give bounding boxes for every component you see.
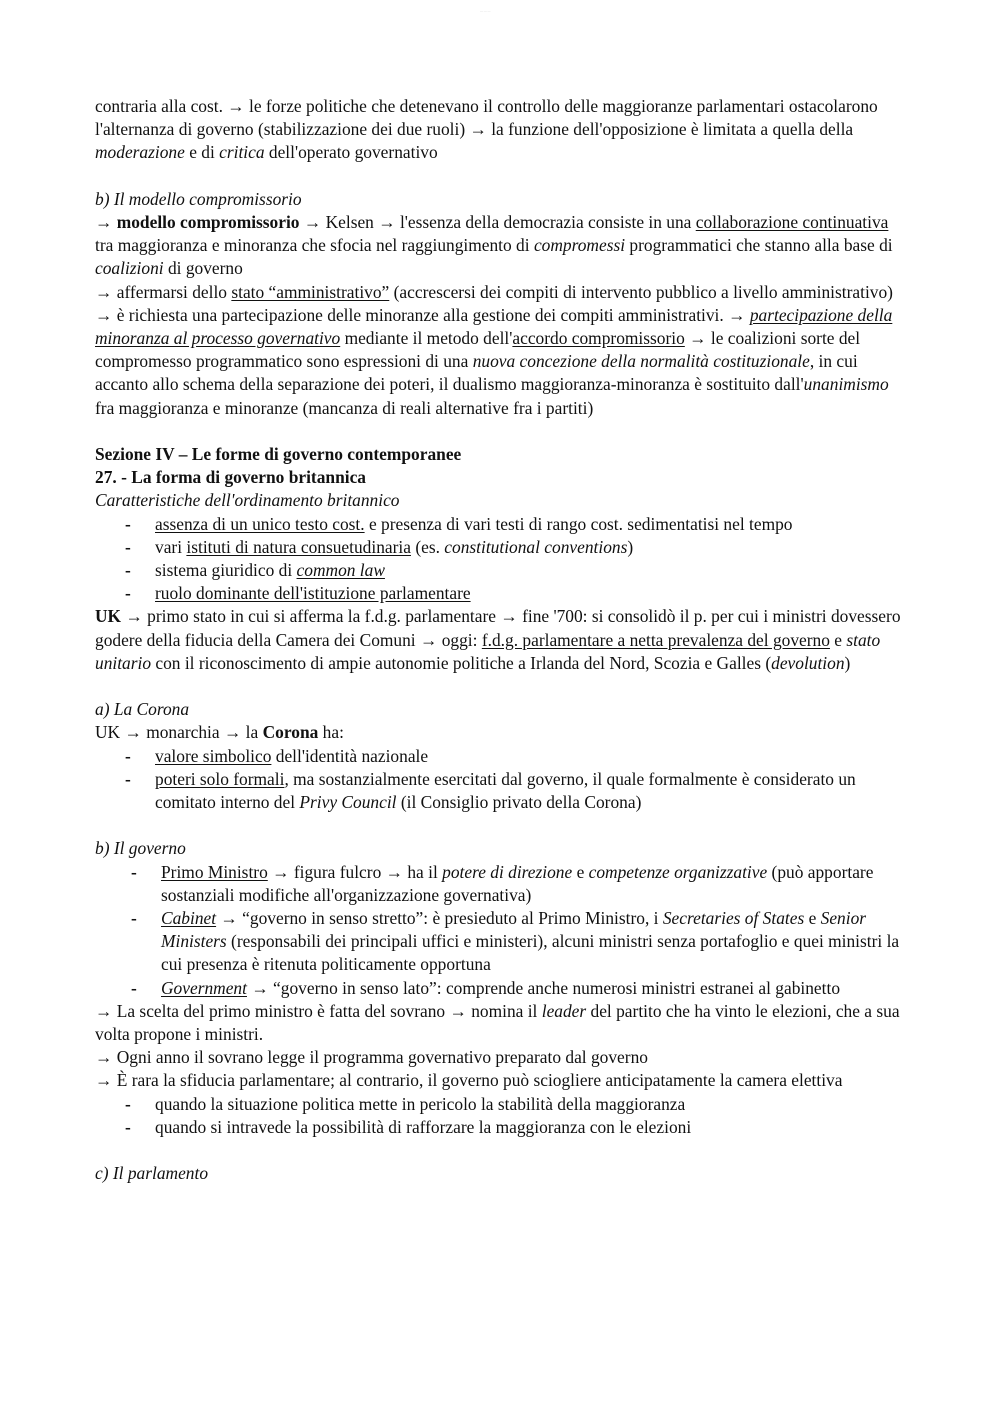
- spacer: [95, 420, 910, 443]
- underlined-term: Primo Ministro: [161, 861, 268, 882]
- spacer: [95, 814, 910, 837]
- paragraph-uk: [95, 605, 910, 675]
- list-item: [95, 977, 910, 1000]
- text: → primo stato in cui si afferma la f.d.g. parlamentare → fine '700: si consolidò il p. per cui i ministri dovessero godere della fiducia della Camera dei Comuni → oggi:: [95, 606, 901, 650]
- text: , in cui accanto allo schema della separazione dei poteri, il dualismo maggioranza-minoranza è sostituito dall': [95, 351, 858, 395]
- italic-term: Secretaries of States: [662, 908, 805, 929]
- text: →: [95, 212, 117, 232]
- italic-term: Privy Council: [299, 792, 397, 813]
- text: → “governo in senso lato”: comprende anche numerosi ministri estranei al gabinetto: [246, 977, 841, 998]
- bold-term: UK: [95, 606, 122, 627]
- underlined-term: valore simbolico: [155, 745, 272, 766]
- scioglimento-list: [95, 1093, 910, 1139]
- text: → affermarsi dello: [95, 281, 232, 302]
- italic-term: unanimismo: [803, 374, 889, 395]
- italic-term: stato unitario: [95, 629, 881, 673]
- text: vari: [155, 536, 187, 557]
- governo-list: [95, 861, 910, 1000]
- underlined-italic-term: partecipazione della minoranza al processo governativo: [95, 304, 893, 349]
- paragraph-opposizione: [95, 95, 910, 165]
- text: ): [844, 652, 851, 673]
- text: quando si intravede la possibilità di rafforzare la maggioranza con le elezioni: [155, 1116, 692, 1137]
- dash-bullet: -: [131, 908, 137, 929]
- text: e: [804, 908, 821, 929]
- chapter-title: 27. - La forma di governo britannica: [95, 467, 366, 488]
- subheading-corona: a) La Corona: [95, 699, 190, 720]
- section-title: Sezione IV – Le forme di governo contemporanee: [95, 444, 462, 465]
- italic-moderazione: moderazione: [95, 142, 185, 163]
- text: fra maggioranza e minoranze (mancanza di reali alternative fra i partiti): [95, 397, 594, 418]
- bold-term: Corona: [262, 722, 319, 743]
- text: (es.: [410, 536, 445, 557]
- dash-bullet: -: [125, 536, 131, 557]
- features-list: [95, 513, 910, 606]
- italic-term: devolution: [771, 652, 845, 673]
- dash-bullet: -: [125, 560, 131, 581]
- underlined-italic-term: Cabinet: [161, 908, 217, 929]
- italic-term: potere di direzione: [442, 861, 573, 882]
- dash-bullet: -: [125, 1116, 131, 1137]
- paragraph-sfiducia: → È rara la sfiducia parlamentare; al contrario, il governo può sciogliere anticipatamente la camera elettiva: [95, 1070, 843, 1091]
- underlined-term: f.d.g. parlamentare a netta prevalenza del governo: [481, 629, 830, 650]
- page-header-mark: — — —: [480, 9, 491, 13]
- underlined-term: ruolo dominante dell'istituzione parlamentare: [155, 583, 471, 604]
- text: sistema giuridico di: [155, 560, 297, 581]
- text: dell'identità nazionale: [271, 745, 429, 766]
- text: , ma sostanzialmente esercitati dal governo, il quale formalmente è considerato un comitato interno del: [155, 768, 856, 813]
- dash-bullet: -: [125, 1093, 131, 1114]
- italic-term: Senior Ministers: [161, 908, 867, 952]
- text: → figura fulcro → ha il: [267, 861, 443, 882]
- italic-term: compromessi: [533, 235, 626, 256]
- subheading-parlamento: c) Il parlamento: [95, 1163, 209, 1184]
- underlined-term: assenza di un unico testo cost.: [155, 513, 365, 534]
- paragraph-kelsen: [95, 211, 910, 281]
- spacer: [95, 675, 910, 698]
- text: → “governo in senso stretto”: è presieduto al Primo Ministro, i: [216, 908, 663, 929]
- list-item: [95, 745, 910, 768]
- list-item: [95, 768, 910, 814]
- text: e: [829, 629, 847, 650]
- paragraph-scelta-primo-ministro: [95, 1000, 910, 1046]
- list-item: [95, 513, 910, 536]
- text: contraria alla cost. → le forze politiche che detenevano il controllo delle maggioranze parlamentari ostacolarono l'alternanza di governo (stabilizzazione dei due ruoli) → la funzione dell'opposizione è limitata a quella della: [95, 96, 878, 140]
- dash-bullet: -: [125, 745, 131, 766]
- text: e presenza di vari testi di rango cost. sedimentatisi nel tempo: [364, 513, 793, 534]
- text: ): [627, 536, 634, 557]
- italic-term: coalizioni: [95, 258, 164, 279]
- list-item: [95, 1093, 910, 1116]
- subheading-governo: b) Il governo: [95, 838, 186, 859]
- underlined-term: poteri solo formali: [155, 768, 285, 789]
- text: → La scelta del primo ministro è fatta del sovrano → nomina il: [95, 1000, 542, 1021]
- italic-term: competenze organizzative: [588, 861, 768, 882]
- italic-term: leader: [541, 1000, 587, 1021]
- bold-term: modello compromissorio: [116, 212, 300, 232]
- text: UK → monarchia → la: [95, 722, 263, 743]
- dash-bullet: -: [131, 977, 137, 998]
- list-item: [95, 1116, 910, 1139]
- text: e di: [184, 142, 220, 163]
- text: e: [572, 861, 589, 882]
- list-item: [95, 559, 910, 582]
- list-item: [95, 582, 910, 605]
- spacer: [95, 1139, 910, 1162]
- dash-bullet: -: [131, 861, 137, 882]
- text: → le coalizioni sorte del compromesso programmatico sono espressioni di una: [95, 328, 861, 372]
- underlined-term: stato “amministrativo”: [231, 281, 390, 302]
- text: → Kelsen → l'essenza della democrazia consiste in una: [299, 212, 696, 232]
- text: dell'operato governativo: [264, 142, 438, 163]
- text: (accrescersi dei compiti di intervento pubblico a livello amministrativo) → è richiesta una partecipazione delle minoranze alla gestione dei compiti amministrativi. →: [95, 281, 893, 325]
- text: di governo: [163, 258, 243, 279]
- paragraph-stato-amministrativo: [95, 281, 910, 420]
- italic-critica: critica: [219, 142, 265, 163]
- document-page: [95, 95, 910, 1185]
- italic-term: constitutional conventions: [444, 536, 628, 557]
- italic-term: nuova concezione della normalità costituzionale: [472, 351, 810, 372]
- list-item: [95, 907, 910, 977]
- text: mediante il metodo dell': [340, 328, 513, 349]
- underlined-italic-term: common law: [296, 560, 385, 581]
- underlined-term: accordo compromissorio: [512, 328, 685, 349]
- list-item: [95, 536, 910, 559]
- text: programmatici che stanno alla base di: [625, 235, 893, 256]
- underlined-italic-term: Government: [161, 977, 247, 998]
- underlined-term: collaborazione continuativa: [695, 212, 889, 232]
- dash-bullet: -: [125, 513, 131, 534]
- corona-list: [95, 745, 910, 815]
- text: ha:: [318, 722, 344, 743]
- text: (il Consiglio privato della Corona): [396, 792, 642, 813]
- text: del partito che ha vinto le elezioni, che a sua volta propone i ministri.: [95, 1000, 900, 1045]
- text: con il riconoscimento di ampie autonomie politiche a Irlanda del Nord, Scozia e Galles (: [151, 652, 772, 673]
- list-item: [95, 861, 910, 907]
- spacer: [95, 165, 910, 188]
- text: (responsabili dei principali uffici e ministeri), alcuni ministri senza portafoglio e quei ministri la cui presenza è ritenuta politicamente opportuna: [161, 931, 900, 975]
- underlined-term: istituti di natura consuetudinaria: [186, 536, 411, 557]
- text: quando la situazione politica mette in pericolo la stabilità della maggioranza: [155, 1093, 686, 1114]
- dash-bullet: -: [125, 768, 131, 789]
- text: tra maggioranza e minoranza che sfocia nel raggiungimento di: [95, 235, 534, 256]
- chapter-subtitle: Caratteristiche dell'ordinamento britannico: [95, 490, 400, 511]
- paragraph-programma: → Ogni anno il sovrano legge il programma governativo preparato dal governo: [95, 1047, 648, 1068]
- paragraph-monarchia: [95, 721, 910, 744]
- subheading-modello-compromissorio: b) Il modello compromissorio: [95, 188, 302, 209]
- text: (può apportare sostanziali modifiche all'organizzazione governativa): [161, 861, 874, 905]
- dash-bullet: -: [125, 583, 131, 604]
